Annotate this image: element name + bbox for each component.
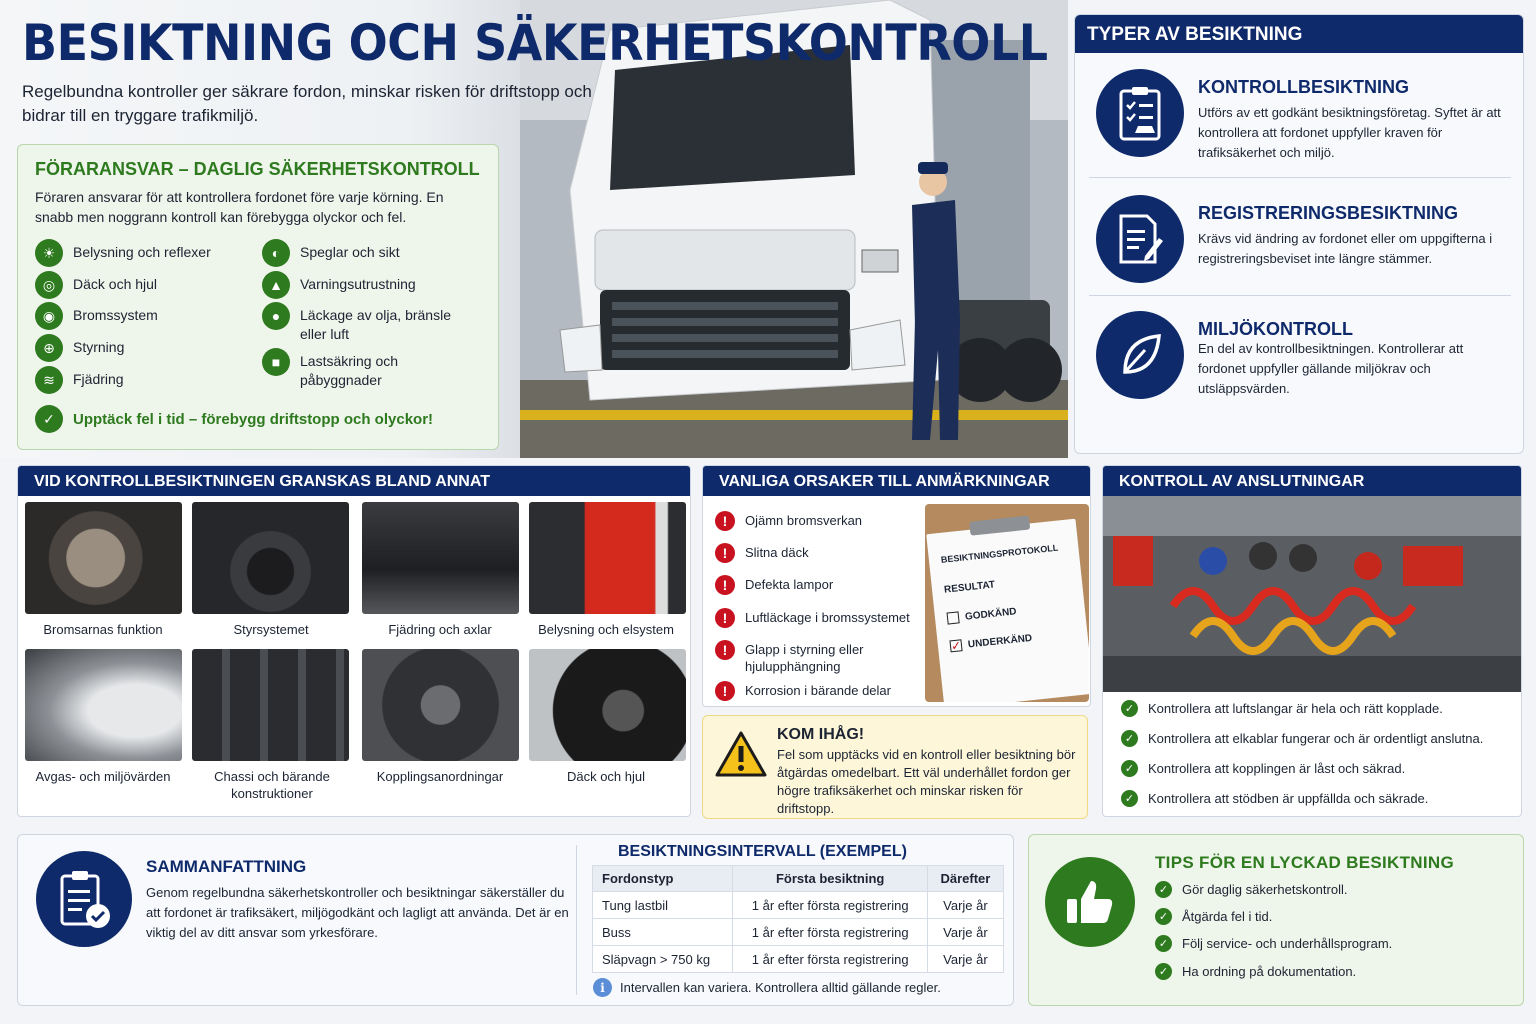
inspect-caption: Chassi och bärande konstruktioner	[214, 769, 330, 801]
check-circle-icon: ✓	[35, 405, 63, 433]
types-title: TYPER AV BESIKTNING	[1075, 15, 1523, 53]
clipboard-car-icon	[1096, 69, 1184, 157]
driver-responsibility-box	[17, 144, 499, 450]
remember-title: KOM IHÅG!	[777, 726, 865, 743]
inspect-title: VID KONTROLLBESIKTNINGEN GRANSKAS BLAND ANNAT	[18, 466, 690, 496]
inspection-types-panel	[1074, 14, 1524, 454]
type-desc: Utförs av ett godkänt besiktningsföretag. Syftet är att kontrollera att fordonet uppfyller kraven för trafiksäkerhet och miljö.	[1198, 105, 1501, 160]
driver-item: ◎ Däck och hjul	[35, 275, 157, 299]
type-row-kontrollbesiktning	[1075, 69, 1523, 187]
type-title: MILJÖKONTROLL	[1198, 319, 1353, 339]
table-header-row	[593, 866, 1004, 892]
inspect-caption: Däck och hjul	[566, 769, 646, 784]
table-cell: 1 år efter första registrering	[733, 919, 927, 946]
driver-item: ■ Lastsäkring och påbyggnader	[262, 352, 442, 390]
inspect-caption: Kopplingsanordningar	[376, 769, 504, 784]
cause-item: ! Luftläckage i bromssystemet	[715, 609, 915, 628]
inspect-caption: Fjädring och axlar	[388, 622, 492, 637]
suspension-photo	[362, 502, 519, 614]
exclamation-icon: !	[715, 575, 735, 595]
rear-light-photo	[529, 502, 686, 614]
clipboard-check-icon	[36, 851, 132, 947]
exhaust-photo	[25, 649, 182, 761]
spring-icon: ≋	[35, 366, 63, 394]
remember-text: Fel som upptäcks vid en kontroll eller besiktning bör åtgärdas omedelbart. Ett väl underhållet fordon ger högre trafiksäkerhet och minskar risken för driftstopp.	[777, 747, 1076, 816]
brake-disc-photo	[25, 502, 182, 614]
drop-icon: ●	[262, 302, 290, 330]
type-desc: Krävs vid ändring av fordonet eller om uppgifterna i registreringsbeviset inte längre stämmer.	[1198, 231, 1493, 266]
cause-item: ! Korrosion i bärande delar	[715, 682, 915, 701]
type-desc: En del av kontrollbesiktningen. Kontrollerar att fordonet uppfyller gällande miljökrav och utsläppsvärden.	[1198, 341, 1464, 396]
driver-item: ⊕ Styrning	[35, 338, 124, 362]
check-icon: ✓	[1155, 935, 1172, 952]
light-icon: ☀	[35, 239, 63, 267]
interval-title: BESIKTNINGSINTERVALL (EXEMPEL)	[618, 843, 907, 860]
info-icon: i	[593, 978, 612, 997]
cause-item: ! Defekta lampor	[715, 576, 915, 595]
driver-item: ● Läckage av olja, bränsle eller luft	[262, 306, 462, 344]
tip-item: ✓ Gör daglig säkerhetskontroll.	[1155, 881, 1347, 898]
table-cell: 1 år efter första registrering	[733, 946, 927, 973]
check-icon: ✓	[1155, 963, 1172, 980]
tips-title: TIPS FÖR EN LYCKAD BESIKTNING	[1155, 853, 1454, 872]
cause-item: ! Glapp i styrning eller hjulupphängning	[715, 641, 915, 675]
type-title: REGISTRERINGSBESIKTNING	[1198, 203, 1459, 223]
cause-item: ! Slitna däck	[715, 544, 915, 563]
protocol-result: RESULTAT	[943, 579, 996, 596]
divider	[1089, 177, 1511, 178]
remember-box	[702, 715, 1088, 819]
thumbs-up-icon	[1045, 857, 1135, 947]
table-row	[593, 919, 1004, 946]
protocol-fail: ✓ UNDERKÄND	[950, 632, 1033, 654]
driver-item: ≋ Fjädring	[35, 370, 124, 394]
table-cell: Buss	[593, 919, 733, 946]
driver-intro: Föraren ansvarar för att kontrollera fordonet före varje körning. En snabb men noggrann kontroll kan förebygga olyckor och fel.	[35, 189, 444, 225]
warning-triangle-icon: ▲	[262, 271, 290, 299]
check-icon: ✓	[1155, 908, 1172, 925]
inspection-checks-panel	[17, 465, 691, 817]
brake-icon: ◉	[35, 302, 63, 330]
table-cell: 1 år efter första registrering	[733, 892, 927, 919]
cargo-box-icon: ■	[262, 348, 290, 376]
protocol-pass: GODKÄND	[947, 605, 1018, 624]
driver-title: FÖRARANSVAR – DAGLIG SÄKERHETSKONTROLL	[35, 159, 480, 179]
column-header: Fordonstyp	[593, 866, 733, 892]
table-row	[593, 946, 1004, 973]
inspect-caption: Bromsarnas funktion	[43, 622, 163, 637]
driver-item: ◐ Speglar och sikt	[262, 243, 400, 267]
table-cell: Varje år	[927, 892, 1003, 919]
inspect-caption: Styrsystemet	[233, 622, 309, 637]
tip-item: ✓ Följ service- och underhållsprogram.	[1155, 935, 1392, 952]
steering-wheel-icon: ⊕	[35, 334, 63, 362]
exclamation-icon: !	[715, 681, 735, 701]
check-icon: ✓	[1121, 790, 1138, 807]
document-pen-icon	[1096, 195, 1184, 283]
check-icon: ✓	[1121, 730, 1138, 747]
interval-table	[592, 865, 1004, 973]
divider	[1089, 295, 1511, 296]
connection-item: ✓ Kontrollera att kopplingen är låst och säkrad.	[1121, 760, 1405, 777]
table-cell: Varje år	[927, 919, 1003, 946]
table-cell: Släpvagn > 750 kg	[593, 946, 733, 973]
hero-section	[0, 0, 1068, 458]
exclamation-icon: !	[715, 640, 735, 660]
driver-item: ☀ Belysning och reflexer	[35, 243, 211, 267]
check-icon: ✓	[1121, 760, 1138, 777]
table-row	[593, 892, 1004, 919]
page-title: BESIKTNING OCH SÄKERHETSKONTROLL	[22, 14, 1048, 72]
connection-item: ✓ Kontrollera att luftslangar är hela och rätt kopplade.	[1121, 700, 1443, 717]
page-subtitle: Regelbundna kontroller ger säkrare fordon, minskar risken för driftstopp och bidrar till en tryggare trafikmiljö.	[22, 82, 592, 125]
coupling-photo	[362, 649, 519, 761]
driver-item: ▲ Varningsutrustning	[262, 275, 416, 299]
connection-item: ✓ Kontrollera att elkablar fungerar och är ordentligt anslutna.	[1121, 730, 1483, 747]
cause-item: ! Ojämn bromsverkan	[715, 512, 915, 531]
check-icon: ✓	[1121, 700, 1138, 717]
summary-section	[17, 834, 1014, 1006]
tire-icon: ◎	[35, 271, 63, 299]
causes-title: VANLIGA ORSAKER TILL ANMÄRKNINGAR	[703, 466, 1090, 496]
connections-panel	[1102, 465, 1522, 817]
inspection-protocol-image	[925, 504, 1089, 702]
driver-item: ◉ Bromssystem	[35, 306, 158, 330]
common-causes-panel	[702, 465, 1091, 707]
exclamation-icon: !	[715, 543, 735, 563]
inspect-caption: Avgas- och miljövärden	[35, 769, 171, 784]
inspect-caption: Belysning och elsystem	[538, 622, 674, 637]
driver-footer: ✓ Upptäck fel i tid – förebygg driftstopp och olyckor!	[35, 405, 433, 433]
tips-section	[1028, 834, 1524, 1006]
table-cell: Varje år	[927, 946, 1003, 973]
steering-wheel-photo	[192, 502, 349, 614]
tip-item: ✓ Åtgärda fel i tid.	[1155, 908, 1272, 925]
summary-text: Genom regelbundna säkerhetskontroller och besiktningar säkerställer du att fordonet är trafiksäkert, miljögodkänt och lagligt att använda. Det är en viktig del av ditt ansvar som yrkesförare.	[146, 885, 569, 940]
mirror-icon: ◐	[262, 239, 290, 267]
divider	[576, 845, 577, 995]
protocol-heading: BESIKTNINGSPROTOKOLL	[940, 542, 1059, 565]
table-cell: Tung lastbil	[593, 892, 733, 919]
exclamation-icon: !	[715, 608, 735, 628]
exclamation-icon: !	[715, 511, 735, 531]
column-header: Därefter	[927, 866, 1003, 892]
trailer-connections-photo	[1103, 496, 1522, 692]
chassis-photo	[192, 649, 349, 761]
check-icon: ✓	[1155, 881, 1172, 898]
warning-triangle-icon	[715, 730, 767, 778]
column-header: Första besiktning	[733, 866, 927, 892]
type-row-miljokontroll	[1075, 311, 1523, 429]
interval-note: i Intervallen kan variera. Kontrollera alltid gällande regler.	[593, 978, 941, 997]
connections-title: KONTROLL AV ANSLUTNINGAR	[1103, 466, 1521, 496]
connection-item: ✓ Kontrollera att stödben är uppfällda och säkrade.	[1121, 790, 1428, 807]
tip-item: ✓ Ha ordning på dokumentation.	[1155, 963, 1356, 980]
tire-photo	[529, 649, 686, 761]
summary-title: SAMMANFATTNING	[146, 857, 307, 876]
type-title: KONTROLLBESIKTNING	[1198, 77, 1409, 97]
leaf-icon	[1096, 311, 1184, 399]
